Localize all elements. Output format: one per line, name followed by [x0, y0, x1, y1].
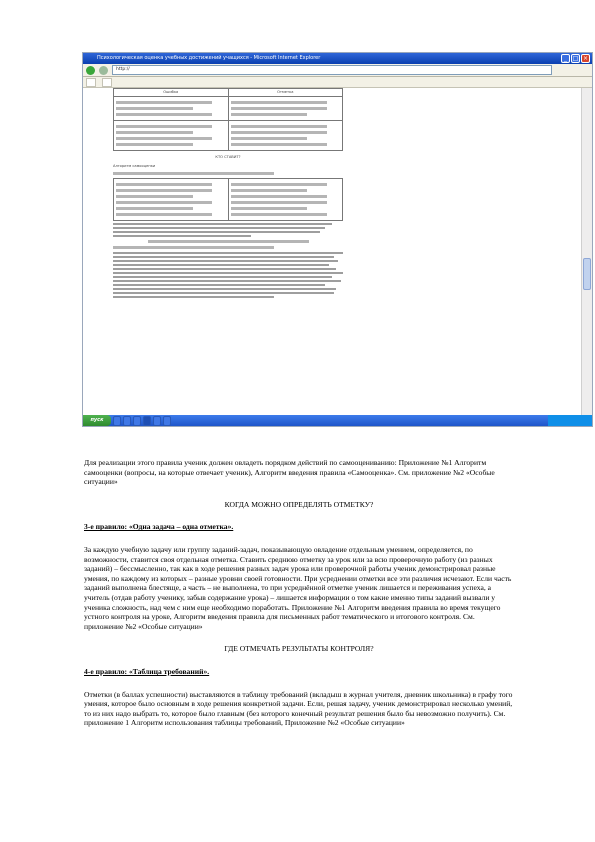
paragraph-self-assessment: Для реализации этого правила ученик должен овладеть порядком действий по самооцениванию: Приложение №1 Алгоритм самооценки (вопросы, на которые отвечает ученик), Алгоритм введения правила «Самооценка». См. приложение №2 «Особые ситуации» — [84, 458, 495, 487]
forward-icon[interactable] — [99, 66, 108, 75]
table-cell — [114, 121, 229, 151]
address-bar[interactable]: http:// — [112, 65, 552, 75]
inner-table — [113, 88, 343, 151]
table-cell — [114, 179, 229, 221]
document-body — [84, 458, 514, 728]
embedded-browser-screenshot — [82, 52, 593, 427]
inner-paragraph — [113, 223, 343, 237]
taskbar-item[interactable] — [133, 416, 141, 426]
rule-4-title: 4-е правило: «Таблица требований». — [84, 666, 210, 676]
table-header: Отметка — [228, 89, 343, 97]
page-tab[interactable] — [86, 78, 96, 87]
inner-table-2 — [113, 178, 343, 221]
table-cell — [114, 97, 229, 121]
taskbar-item[interactable] — [153, 416, 161, 426]
inner-paragraph — [113, 252, 343, 298]
table-cell — [228, 97, 343, 121]
taskbar — [83, 415, 592, 426]
start-button[interactable]: пуск — [83, 415, 111, 426]
browser-page-content — [83, 88, 582, 415]
window-title: Психологическая оценка учебных достижений учащихся - Microsoft Internet Explorer — [97, 55, 321, 61]
page-body — [113, 88, 343, 415]
maximize-icon[interactable]: □ — [572, 55, 579, 62]
window-controls — [561, 54, 590, 63]
taskbar-item[interactable] — [123, 416, 131, 426]
minimize-icon[interactable]: _ — [561, 54, 570, 63]
browser-title-bar — [83, 53, 592, 64]
inner-caption: КТО СТАВИТ? — [215, 155, 241, 159]
taskbar-item[interactable] — [113, 416, 121, 426]
system-tray — [548, 415, 592, 426]
close-icon[interactable]: × — [582, 55, 589, 62]
inner-heading: Алгоритм самооценки — [113, 164, 156, 168]
table-cell — [228, 121, 343, 151]
browser-links-bar — [83, 77, 592, 88]
table-header: Ошибка — [114, 89, 229, 97]
rule-3-title: 3-е правило: «Одна задача – одна отметка». — [84, 522, 234, 532]
taskbar-item[interactable] — [143, 416, 151, 426]
table-cell — [228, 179, 343, 221]
taskbar-item[interactable] — [163, 416, 171, 426]
scrollbar-thumb[interactable] — [583, 258, 591, 290]
vertical-scrollbar[interactable] — [581, 88, 592, 415]
paragraph-rule-3: За каждую учебную задачу или группу заданий-задач, показывающую овладение отдельным умением, определяется, по возможности, ставится своя отдельная отметка. Ставить среднюю отметку за урок или за всю проверочную работу (из разных заданий) – бессмысленно, так как в ходе решения разных задач урока или проверочной работы ученик демонстрировал разные умения, по каждому из которых – разные уровни своей готовности. При усреднении отметки все эти различия исчезают. Если часть заданий выполнена блестяще, а часть – не выполнена, то при усреднённой отметке ученик лишается и переживания успеха, а учитель (отдав работу ученику, забыв содержание урока) – лишается информации о том какие именно типы заданий вызвали у ученика сложность, над чем с ним еще необходимо поработать. Приложение №1 Алгоритм введения правила во время текущего устного контроля на уроке, Алгоритм введения правила для письменных работ тематического и итогового контроля. См. приложение №2 «Особые ситуации» — [84, 544, 512, 631]
page-tab[interactable] — [102, 78, 112, 87]
heading-when: КОГДА МОЖНО ОПРЕДЕЛЯТЬ ОТМЕТКУ? — [224, 499, 374, 509]
heading-where: ГДЕ ОТМЕЧАТЬ РЕЗУЛЬТАТЫ КОНТРОЛЯ? — [224, 644, 374, 654]
browser-toolbar — [83, 64, 592, 77]
paragraph-rule-4: Отметки (в баллах успешности) выставляются в таблицу требований (вкладыш в журнал учителя, дневник школьника) в графу того умения, которое было основным в ходе решения конкретной задачи. Если, решая задачу, ученик демонстрировал несколько умений, то из них надо выбрать то, которое было главным (без которого конечный результат решения было бы невозможно получить). См. приложение 1 Алгоритм использования таблицы требований, Приложение №2 «Особые ситуации» — [84, 689, 513, 728]
back-icon[interactable] — [86, 66, 95, 75]
